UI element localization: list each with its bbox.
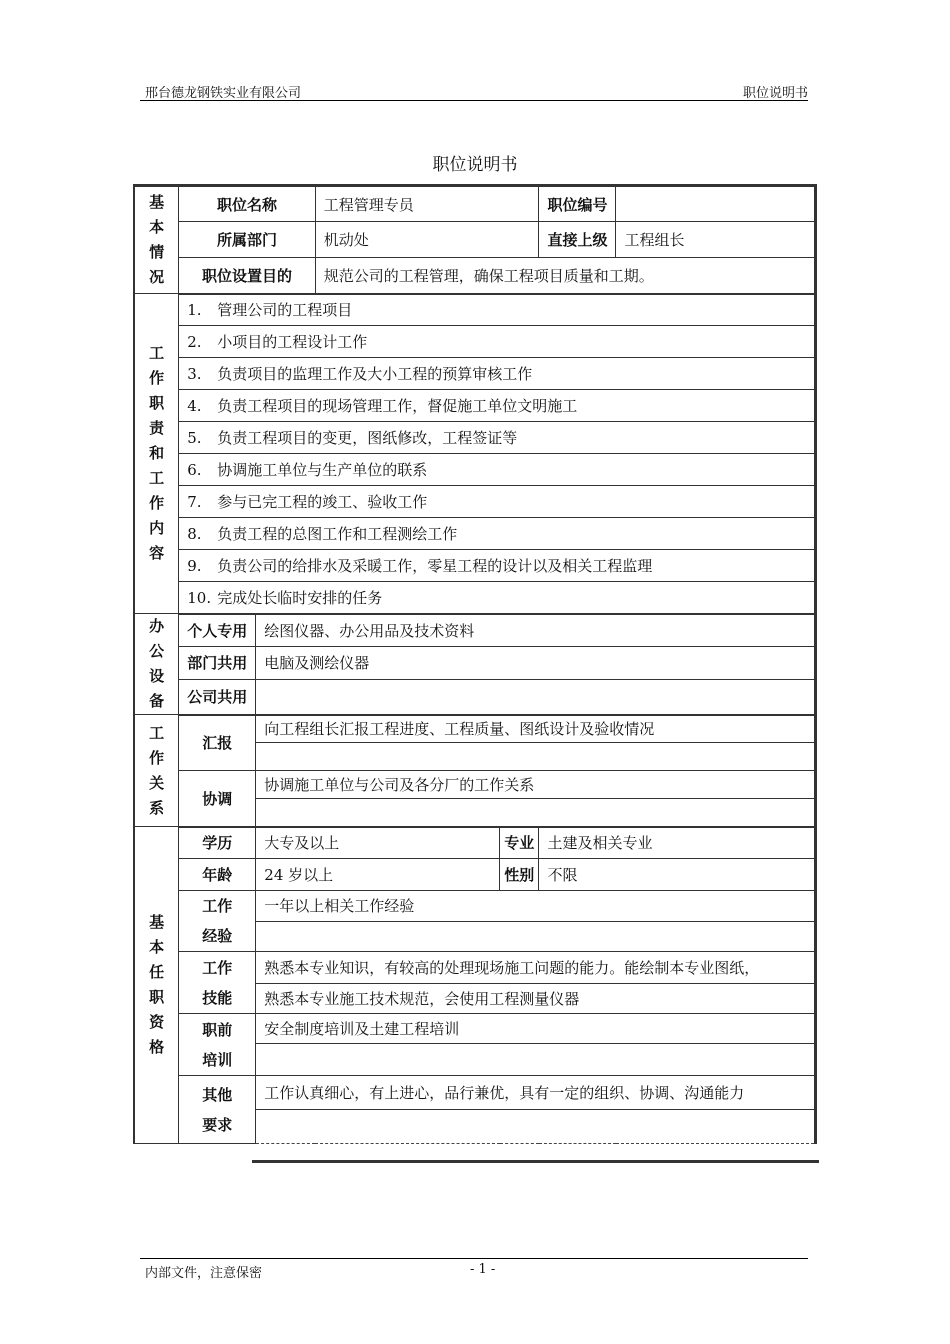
superior-label: 直接上级 [539, 222, 616, 258]
document-title: 职位说明书 [432, 155, 518, 175]
experience-label: 工作 经验 [179, 891, 256, 952]
position-code-value [616, 186, 816, 222]
header-doc-type: 职位说明书 [742, 86, 808, 101]
position-code-label: 职位编号 [539, 186, 616, 222]
duty-item: 7. 参与已完工程的竣工、验收工作 [179, 486, 816, 518]
duty-item: 3. 负责项目的监理工作及大小工程的预算审核工作 [179, 358, 816, 390]
duty-item: 5. 负责工程项目的变更，图纸修改，工程签证等 [179, 422, 816, 454]
page-header [140, 80, 808, 101]
education-value: 大专及以上 [256, 827, 500, 859]
page-footer [140, 1258, 808, 1281]
training-blank-line [256, 1044, 816, 1076]
dept-shared-label: 部门共用 [179, 646, 256, 679]
education-label: 学历 [179, 827, 256, 859]
department-label: 所属部门 [179, 222, 316, 258]
training-value: 安全制度培训及土建工程培训 [256, 1014, 816, 1044]
experience-blank-line [256, 921, 816, 952]
other-requirements-label: 其他 要求 [179, 1076, 256, 1144]
department-value: 机动处 [315, 222, 539, 258]
position-name-label: 职位名称 [179, 186, 316, 222]
duty-item: 6. 协调施工单位与生产单位的联系 [179, 454, 816, 486]
major-label: 专业 [500, 827, 539, 859]
company-shared-value [256, 679, 816, 714]
duty-item: 2. 小项目的工程设计工作 [179, 326, 816, 358]
dept-shared-value: 电脑及测绘仪器 [256, 646, 816, 679]
duty-item: 1. 管理公司的工程项目 [179, 294, 816, 326]
table-bottom-border [252, 1160, 819, 1163]
company-name: 邢台德龙钢铁实业有限公司 [145, 86, 302, 101]
duty-item: 9. 负责公司的给排水及采暖工作，零星工程的设计以及相关工程监理 [179, 550, 816, 582]
section-relations: 工作关系 [134, 715, 179, 827]
report-blank-line [256, 743, 816, 771]
report-value: 向工程组长汇报工程进度、工程质量、图纸设计及验收情况 [256, 715, 816, 743]
purpose-value: 规范公司的工程管理，确保工程项目质量和工期。 [315, 258, 815, 294]
personal-use-label: 个人专用 [179, 614, 256, 647]
section-qualifications: 基本任职资格 [134, 827, 179, 1144]
skills-label: 工作 技能 [179, 952, 256, 1014]
duty-item: 8. 负责工程的总图工作和工程测绘工作 [179, 518, 816, 550]
position-name-value: 工程管理专员 [315, 186, 539, 222]
section-duties: 工作职责和工作内容 [134, 294, 179, 614]
gender-label: 性别 [500, 859, 539, 891]
duty-item: 10. 完成处长临时安排的任务 [179, 582, 816, 614]
skills-line-1: 熟悉本专业知识，有较高的处理现场施工问题的能力。能绘制本专业图纸， [256, 952, 816, 984]
skills-line-2: 熟悉本专业施工技术规范，会使用工程测量仪器 [256, 984, 816, 1014]
gender-value: 不限 [539, 859, 816, 891]
company-shared-label: 公司共用 [179, 679, 256, 714]
age-label: 年龄 [179, 859, 256, 891]
section-basic-info: 基本情况 [134, 186, 179, 294]
report-label: 汇报 [179, 715, 256, 771]
coordinate-blank-line [256, 799, 816, 827]
confidential-note: 内部文件，注意保密 [145, 1266, 263, 1281]
age-value: 24 岁以上 [256, 859, 500, 891]
page-number: - 1 - [470, 1262, 496, 1277]
coordinate-label: 协调 [179, 771, 256, 827]
training-label: 职前 培训 [179, 1014, 256, 1076]
major-value: 土建及相关专业 [539, 827, 816, 859]
section-equipment: 办公设备 [134, 614, 179, 715]
coordinate-value: 协调施工单位与公司及各分厂的工作关系 [256, 771, 816, 799]
other-requirements-blank-line [256, 1110, 816, 1144]
superior-value: 工程组长 [616, 222, 816, 258]
personal-use-value: 绘图仪器、办公用品及技术资料 [256, 614, 816, 647]
experience-value: 一年以上相关工作经验 [256, 891, 816, 922]
other-requirements-value: 工作认真细心，有上进心，品行兼优，具有一定的组织、协调、沟通能力 [256, 1076, 816, 1110]
duty-item: 4. 负责工程项目的现场管理工作，督促施工单位文明施工 [179, 390, 816, 422]
purpose-label: 职位设置目的 [179, 258, 316, 294]
job-description-table [133, 184, 817, 1144]
